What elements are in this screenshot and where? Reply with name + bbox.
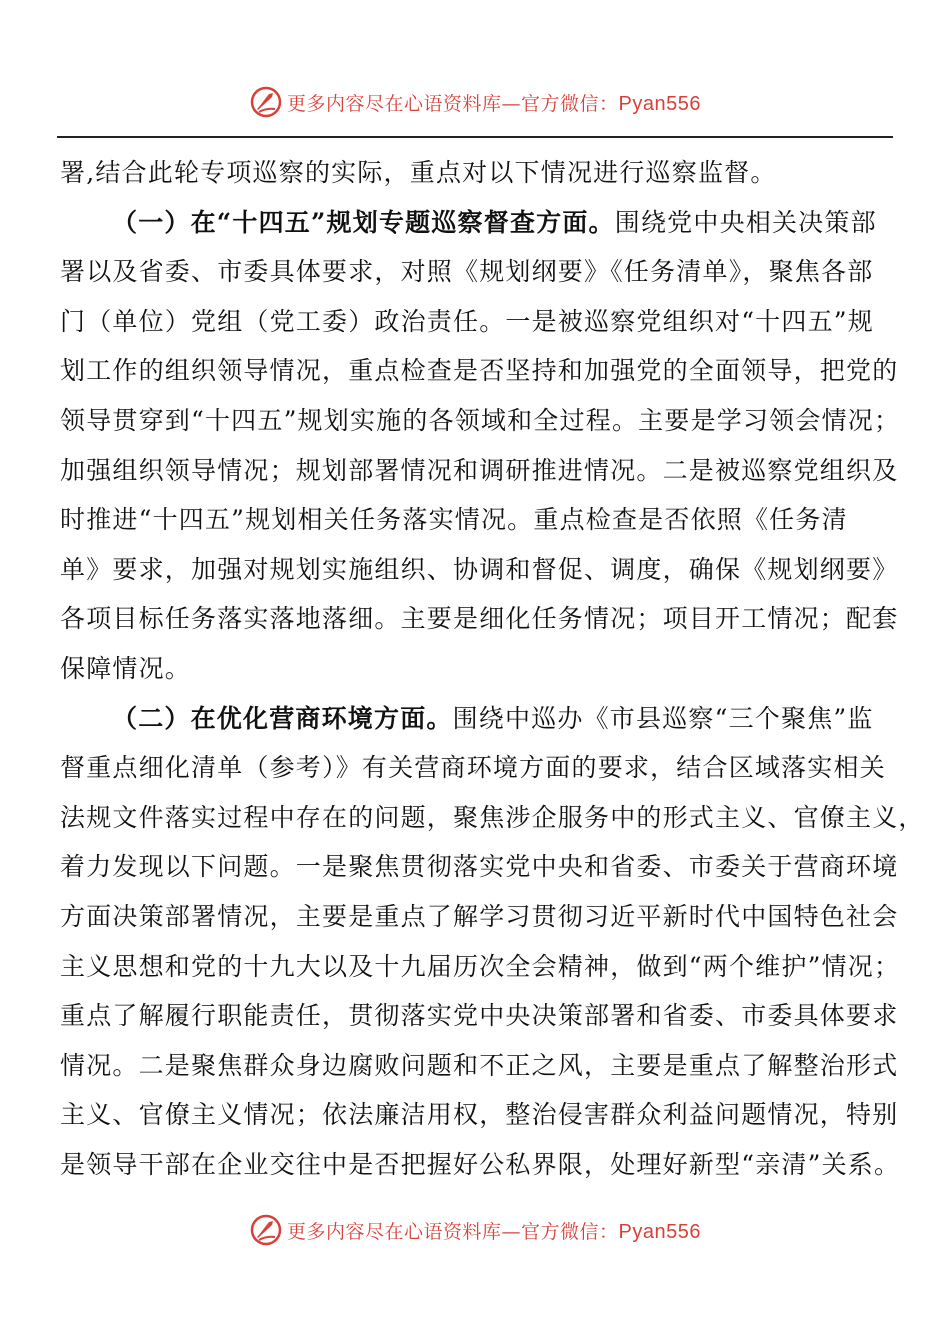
text-line: （一）在“十四五”规划专题巡察督查方面。围绕党中央相关决策部 <box>112 207 877 237</box>
text-line: 单》要求，加强对规划实施组织、协调和督促、调度，确保《规划纲要》 <box>60 554 899 584</box>
watermark-text: 更多内容尽在心语资料库—官方微信：Pyan556 <box>287 1220 701 1243</box>
paragraph-section-2 <box>60 694 925 1190</box>
header-divider <box>57 136 893 138</box>
text-line: 着力发现以下问题。一是聚焦贯彻落实党中央和省委、市委关于营商环境 <box>60 852 899 882</box>
text-line: 保障情况。 <box>60 653 192 683</box>
text-line: 各项目标任务落实落地落细。主要是细化任务情况；项目开工情况；配套 <box>60 604 899 634</box>
footer-watermark <box>0 1210 950 1250</box>
text-line: 领导贯穿到“十四五”规划实施的各领域和全过程。主要是学习领会情况； <box>60 405 901 435</box>
text-line: 加强组织领导情况；规划部署情况和调研推进情况。二是被巡察党组织及 <box>60 455 899 485</box>
section-heading-2: （二）在优化营商环境方面。 <box>112 703 453 733</box>
text-line: 主义思想和党的十九大以及十九届历次全会精神，做到“两个维护”情况； <box>60 951 901 981</box>
text-line: 情况。二是聚焦群众身边腐败问题和不正之风，主要是重点了解整治形式 <box>60 1050 899 1080</box>
text-line: 划工作的组织领导情况，重点检查是否坚持和加强党的全面领导，把党的 <box>60 356 899 386</box>
paragraph-intro-continuation <box>60 148 890 198</box>
watermark-text: 更多内容尽在心语资料库—官方微信：Pyan556 <box>287 92 701 115</box>
text-line: （二）在优化营商环境方面。围绕中巡办《市县巡察“三个聚焦”监 <box>112 703 874 733</box>
header-watermark <box>0 82 950 122</box>
text-line: 重点了解履行职能责任，贯彻落实党中央决策部署和省委、市委具体要求 <box>60 1001 899 1031</box>
text-line: 署以及省委、市委具体要求，对照《规划纲要》《任务清单》，聚焦各部 <box>60 257 874 287</box>
text-line: 法规文件落实过程中存在的问题，聚焦涉企服务中的形式主义、官僚主义， <box>60 802 925 832</box>
text-line: 方面决策部署情况，主要是重点了解学习贯彻习近平新时代中国特色社会 <box>60 901 899 931</box>
text-line: 督重点细化清单（参考）》有关营商环境方面的要求，结合区域落实相关 <box>60 753 886 783</box>
text-line: 署,结合此轮专项巡察的实际，重点对以下情况进行巡察监督。 <box>60 158 777 187</box>
text-line: 是领导干部在企业交往中是否把握好公私界限，处理好新型“亲清”关系。 <box>60 1149 901 1179</box>
section-heading-1: （一）在“十四五”规划专题巡察督查方面。 <box>112 207 615 237</box>
text-line: 门（单位）党组（党工委）政治责任。一是被巡察党组织对“十四五”规 <box>60 306 874 336</box>
document-body <box>60 148 925 1189</box>
paragraph-section-1 <box>60 198 901 694</box>
text-line: 时推进“十四五”规划相关任务落实情况。重点检查是否依照《任务清 <box>60 505 848 535</box>
text-line: 主义、官僚主义情况；依法廉洁用权，整治侵害群众利益问题情况，特别 <box>60 1100 899 1130</box>
brush-logo-icon <box>249 85 283 119</box>
brush-logo-icon <box>249 1213 283 1247</box>
